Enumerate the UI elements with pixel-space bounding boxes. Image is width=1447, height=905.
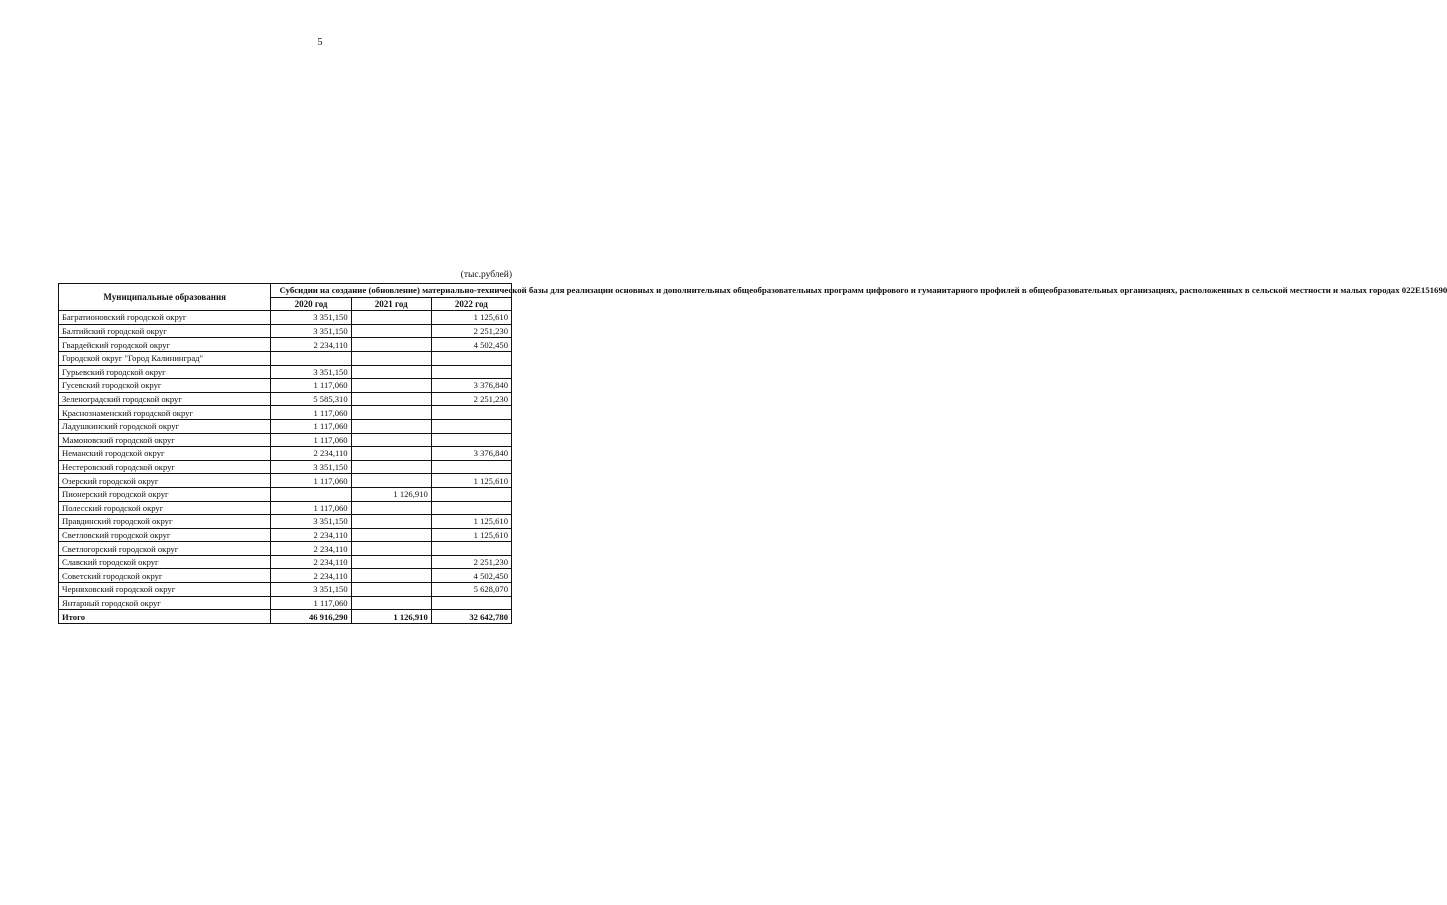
value-2021 — [351, 460, 431, 474]
table-row — [59, 528, 512, 542]
municipality-name: Нестеровский городской округ — [59, 460, 271, 474]
table-row — [59, 569, 512, 583]
value-2022: 4 502,450 — [431, 569, 511, 583]
value-2021 — [351, 515, 431, 529]
table-row — [59, 515, 512, 529]
municipality-name: Светлогорский городской округ — [59, 542, 271, 556]
value-2021 — [351, 433, 431, 447]
table-row — [59, 433, 512, 447]
municipality-name: Янтарный городской округ — [59, 596, 271, 610]
value-2020: 3 351,150 — [271, 460, 351, 474]
value-2022 — [431, 542, 511, 556]
value-2022 — [431, 433, 511, 447]
table-row — [59, 324, 512, 338]
value-2020: 1 117,060 — [271, 419, 351, 433]
subsidy-table — [58, 283, 1447, 624]
total-label: Итого — [59, 610, 271, 624]
value-2022: 3 376,840 — [431, 379, 511, 393]
value-2020: 1 117,060 — [271, 433, 351, 447]
value-2022 — [431, 501, 511, 515]
units-label: (тыс.рублей) — [460, 270, 512, 280]
page-number: 5 — [317, 37, 323, 48]
table-row — [59, 351, 512, 365]
value-2020: 2 234,110 — [271, 569, 351, 583]
value-2022 — [431, 419, 511, 433]
value-2021 — [351, 555, 431, 569]
municipality-name: Мамоновский городской округ — [59, 433, 271, 447]
total-row — [59, 610, 512, 624]
municipality-name: Краснознаменский городской округ — [59, 406, 271, 420]
value-2022 — [431, 596, 511, 610]
value-2021 — [351, 528, 431, 542]
table-row — [59, 460, 512, 474]
value-2022: 2 251,230 — [431, 324, 511, 338]
municipality-name: Озерский городской округ — [59, 474, 271, 488]
table-row — [59, 555, 512, 569]
table-body — [59, 311, 512, 610]
value-2021 — [351, 338, 431, 352]
value-2021 — [351, 406, 431, 420]
value-2022: 5 628,070 — [431, 583, 511, 597]
value-2020: 1 117,060 — [271, 501, 351, 515]
municipality-name: Славский городской округ — [59, 555, 271, 569]
value-2020: 1 117,060 — [271, 379, 351, 393]
table-row — [59, 365, 512, 379]
table-row — [59, 311, 512, 325]
municipality-name: Ладушкинский городской округ — [59, 419, 271, 433]
municipality-name: Багратионовский городской округ — [59, 311, 271, 325]
value-2021 — [351, 447, 431, 461]
total-2021: 1 126,910 — [351, 610, 431, 624]
table-row — [59, 406, 512, 420]
value-2022: 1 125,610 — [431, 515, 511, 529]
value-2022: 4 502,450 — [431, 338, 511, 352]
value-2021: 1 126,910 — [351, 487, 431, 501]
total-2022: 32 642,780 — [431, 610, 511, 624]
value-2020: 2 234,110 — [271, 542, 351, 556]
table-header-row — [59, 284, 512, 298]
value-2021 — [351, 379, 431, 393]
table-row — [59, 338, 512, 352]
value-2020: 3 351,150 — [271, 583, 351, 597]
table-row — [59, 583, 512, 597]
value-2020: 2 234,110 — [271, 528, 351, 542]
value-2020: 3 351,150 — [271, 515, 351, 529]
value-2020: 3 351,150 — [271, 324, 351, 338]
municipality-name: Черняховский городской округ — [59, 583, 271, 597]
value-2022: 1 125,610 — [431, 528, 511, 542]
year-header-2020: 2020 год — [271, 297, 351, 311]
municipality-name: Полесский городской округ — [59, 501, 271, 515]
municipality-name: Гвардейский городской округ — [59, 338, 271, 352]
value-2020 — [271, 351, 351, 365]
municipality-name: Балтийский городской округ — [59, 324, 271, 338]
value-2021 — [351, 324, 431, 338]
municipality-name: Пионерский городской округ — [59, 487, 271, 501]
year-header-2022: 2022 год — [431, 297, 511, 311]
value-2020: 3 351,150 — [271, 365, 351, 379]
value-2022: 1 125,610 — [431, 311, 511, 325]
municipality-name: Гурьевский городской округ — [59, 365, 271, 379]
value-2022 — [431, 351, 511, 365]
table-row — [59, 474, 512, 488]
total-2020: 46 916,290 — [271, 610, 351, 624]
value-2021 — [351, 596, 431, 610]
municipality-name: Неманский городской округ — [59, 447, 271, 461]
municipality-name: Советский городской округ — [59, 569, 271, 583]
value-2021 — [351, 501, 431, 515]
table-row — [59, 379, 512, 393]
value-2020: 1 117,060 — [271, 474, 351, 488]
value-2022 — [431, 365, 511, 379]
value-2020: 5 585,310 — [271, 392, 351, 406]
table-row — [59, 501, 512, 515]
municipality-name: Правдинский городской округ — [59, 515, 271, 529]
value-2021 — [351, 351, 431, 365]
value-2022 — [431, 460, 511, 474]
municipality-name: Городской округ "Город Калининград" — [59, 351, 271, 365]
subsidy-column-header: Субсидии на создание (обновление) материально-технической базы для реализации основных и дополнительных общеобразовательных программ цифрового и гуманитарного профилей в общеобразовательных организациях, расположенных в сельской местности и малых городах 022Е151690 — [271, 284, 512, 298]
value-2022: 3 376,840 — [431, 447, 511, 461]
value-2021 — [351, 474, 431, 488]
year-header-2021: 2021 год — [351, 297, 431, 311]
municipal-column-header: Муниципальные образования — [59, 284, 271, 311]
value-2020: 2 234,110 — [271, 447, 351, 461]
value-2020 — [271, 487, 351, 501]
municipality-name: Гусевский городской округ — [59, 379, 271, 393]
value-2022: 2 251,230 — [431, 392, 511, 406]
value-2022 — [431, 406, 511, 420]
municipality-name: Светловский городской округ — [59, 528, 271, 542]
value-2021 — [351, 392, 431, 406]
value-2022 — [431, 487, 511, 501]
table-row — [59, 596, 512, 610]
value-2021 — [351, 583, 431, 597]
value-2021 — [351, 365, 431, 379]
value-2020: 3 351,150 — [271, 311, 351, 325]
value-2021 — [351, 569, 431, 583]
value-2021 — [351, 419, 431, 433]
table-row — [59, 542, 512, 556]
value-2020: 2 234,110 — [271, 555, 351, 569]
value-2020: 1 117,060 — [271, 406, 351, 420]
table-row — [59, 419, 512, 433]
value-2020: 1 117,060 — [271, 596, 351, 610]
value-2021 — [351, 542, 431, 556]
table-row — [59, 392, 512, 406]
table-row — [59, 487, 512, 501]
value-2020: 2 234,110 — [271, 338, 351, 352]
value-2021 — [351, 311, 431, 325]
value-2022: 1 125,610 — [431, 474, 511, 488]
municipality-name: Зеленоградский городской округ — [59, 392, 271, 406]
table-row — [59, 447, 512, 461]
value-2022: 2 251,230 — [431, 555, 511, 569]
